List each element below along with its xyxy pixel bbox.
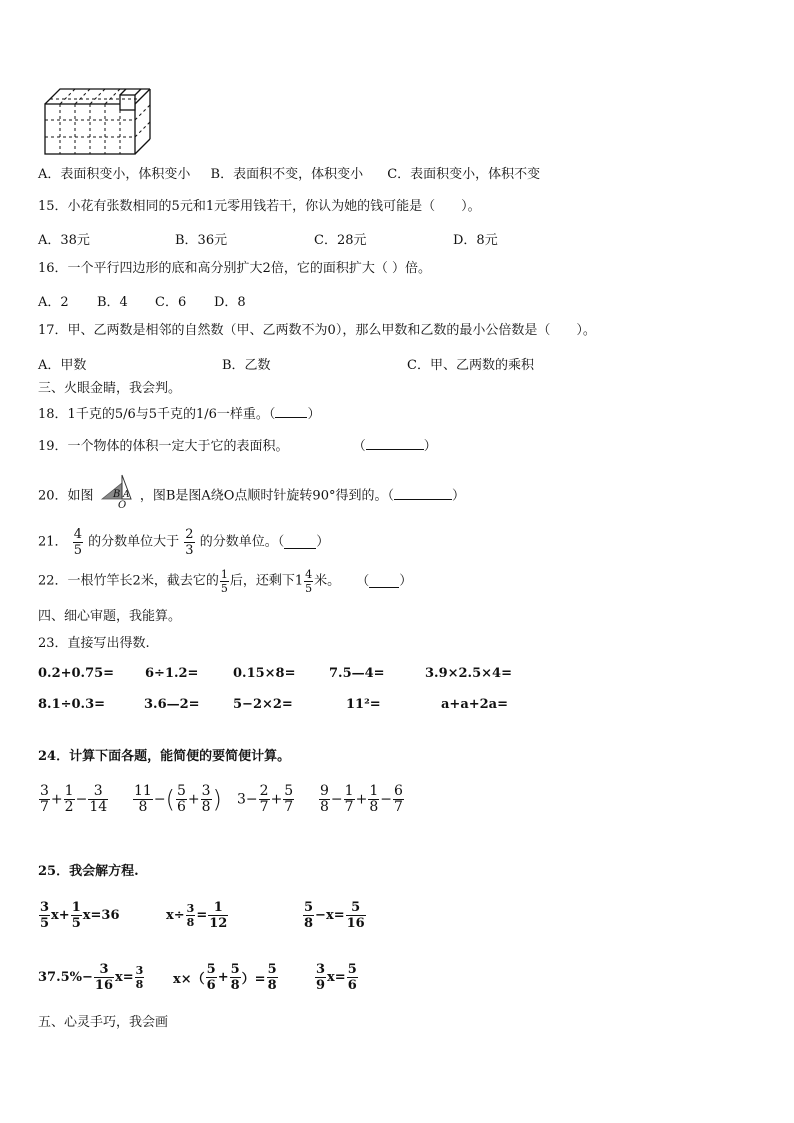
equation-text: x= xyxy=(115,970,134,985)
fraction: $\frac{3}{9}$ xyxy=(316,962,326,993)
q19-text: 19．一个物体的体积一定大于它的表面积。 xyxy=(38,439,289,454)
fraction: $\frac{5}{8}$ xyxy=(267,962,277,993)
q19-close: ） xyxy=(423,439,437,454)
fraction: $\frac{1}{2}$ xyxy=(64,783,74,815)
operator: − xyxy=(75,791,88,808)
q24-title: 24．计算下面各题，能简便的要简便计算。 xyxy=(38,749,291,764)
q25-equation-1 xyxy=(38,900,119,931)
section4-title: 四、细心审题，我能算。 xyxy=(38,609,182,624)
fraction: $\frac{3}{5}$ xyxy=(40,900,50,931)
q19-open: （ xyxy=(352,439,366,454)
fraction: $\frac{1}{7}$ xyxy=(344,783,354,815)
q22-text: 22．一根竹竿长2米，截去它的 xyxy=(38,573,219,589)
q17-option-a[interactable]: A．甲数 xyxy=(38,358,87,373)
q24-expression-3 xyxy=(237,784,295,815)
equation-text: ）= xyxy=(241,972,266,987)
q25-equation-2 xyxy=(166,900,229,931)
q25-equation-3 xyxy=(302,900,367,931)
q22-mid: 后，还剩下 xyxy=(229,573,295,589)
q24-expression-2 xyxy=(132,784,222,815)
q17-option-b[interactable]: B．乙数 xyxy=(222,358,271,373)
q25-equation-5 xyxy=(173,962,279,993)
q15-option-c[interactable]: C．28元 xyxy=(314,233,367,248)
operator: − xyxy=(153,791,166,808)
q23-item: 7.5—4= xyxy=(329,666,385,681)
q20-answer-blank[interactable] xyxy=(394,487,452,500)
q15-option-b[interactable]: B．36元 xyxy=(175,233,228,248)
q24-expression-1 xyxy=(38,784,109,815)
q25-title: 25．我会解方程. xyxy=(38,864,139,879)
fraction: $\frac{1}{12}$ xyxy=(209,900,228,931)
equation-text: x= xyxy=(327,970,346,985)
equation-text: = xyxy=(196,908,208,923)
fraction: $\frac{3}{8}$ xyxy=(201,783,211,815)
figure-label-a: A xyxy=(122,490,130,500)
q14-option-a[interactable]: A．表面积变小，体积变小 xyxy=(38,167,191,182)
q23-item: a+a+2a= xyxy=(441,697,508,712)
fraction: $\frac{1}{5}$ xyxy=(220,568,228,595)
q22-open: （ xyxy=(356,573,370,589)
equation-text: x=36 xyxy=(82,908,120,923)
fraction: $\frac{5}{6}$ xyxy=(347,962,357,993)
rotation-figure xyxy=(100,473,134,509)
q20-line xyxy=(38,483,465,509)
q19-line xyxy=(38,437,437,456)
section3-title: 三、火眼金睛，我会判。 xyxy=(38,381,182,396)
fraction: $\frac{3}{8}$ xyxy=(135,964,144,991)
operator: − xyxy=(380,791,392,808)
operator: + xyxy=(355,791,368,808)
q20-close: ） xyxy=(451,488,465,504)
fraction: $\frac{5}{8}$ xyxy=(304,900,314,931)
q15-option-a[interactable]: A．38元 xyxy=(38,233,90,248)
q21-line xyxy=(38,527,329,558)
fraction: $\frac{4}{5}$ xyxy=(305,568,313,595)
q23-title: 23．直接写出得数. xyxy=(38,636,150,651)
fraction: $\frac{3}{16}$ xyxy=(94,962,114,993)
q21-close: ） xyxy=(316,534,330,550)
q22-answer-blank[interactable] xyxy=(369,575,399,588)
equation-text: −x= xyxy=(315,908,345,923)
q18-close: ） xyxy=(307,407,321,422)
operator: 3− xyxy=(237,791,258,808)
operator: + xyxy=(270,791,283,808)
q23-item: 3.9×2.5×4= xyxy=(425,666,512,681)
fraction: $\frac{2}{3}$ xyxy=(185,527,194,558)
q23-item: 3.6—2= xyxy=(144,697,200,712)
q23-item: 8.1÷0.3= xyxy=(38,697,106,712)
fraction: $\frac{5}{8}$ xyxy=(230,962,240,993)
q14-option-c[interactable]: C．表面积变小，体积不变 xyxy=(387,167,541,182)
q14-option-b[interactable]: B．表面积不变，体积变小 xyxy=(210,167,364,182)
operator: + xyxy=(217,970,229,985)
fraction: $\frac{11}{8}$ xyxy=(134,783,152,815)
q23-item: 0.2+0.75= xyxy=(38,666,115,681)
fraction: $\frac{1}{5}$ xyxy=(71,900,81,931)
fraction: $\frac{5}{6}$ xyxy=(176,783,186,815)
figure-label-o: O xyxy=(117,500,126,509)
section5-title: 五、心灵手巧，我会画 xyxy=(38,1015,169,1030)
fraction: $\frac{3}{8}$ xyxy=(186,902,195,929)
q21-num: 21． xyxy=(38,534,68,550)
mixed-number-int: 1 xyxy=(294,573,304,589)
fraction: $\frac{3}{7}$ xyxy=(40,783,49,815)
operator: + xyxy=(50,791,63,808)
q21-answer-blank[interactable] xyxy=(284,536,316,549)
q16-option-a[interactable]: A．2 xyxy=(38,295,69,310)
fraction: $\frac{5}{16}$ xyxy=(346,900,365,931)
equation-text: x×（ xyxy=(173,972,205,987)
operator: + xyxy=(187,791,200,808)
operator: − xyxy=(330,791,343,808)
fraction: $\frac{9}{8}$ xyxy=(320,783,329,815)
q22-close: ） xyxy=(399,573,413,589)
fraction: $\frac{1}{8}$ xyxy=(369,783,379,815)
q24-expression-4 xyxy=(318,784,405,815)
q15-text: 15．小花有张数相同的5元和1元零用钱若干，你认为她的钱可能是（ ）。 xyxy=(38,199,481,214)
q14-options xyxy=(38,166,540,184)
q23-item: 0.15×8= xyxy=(233,666,296,681)
cuboid-figure xyxy=(38,82,158,158)
q18-line xyxy=(38,405,320,424)
fraction: $\frac{4}{5}$ xyxy=(73,527,82,558)
q15-option-d[interactable]: D．8元 xyxy=(453,233,498,248)
q22-tail: 米。 xyxy=(314,573,341,589)
equation-text: x÷ xyxy=(166,908,185,923)
fraction: $\frac{3}{14}$ xyxy=(89,783,108,815)
equation-text: 37.5%− xyxy=(38,970,93,985)
left-paren: ( xyxy=(165,785,175,814)
q17-text: 17．甲、乙两数是相邻的自然数（甲、乙两数不为0），那么甲数和乙数的最小公倍数是（ ）。 xyxy=(38,323,596,338)
q22-line xyxy=(38,568,412,595)
q25-equation-4 xyxy=(38,962,145,993)
fraction: $\frac{5}{7}$ xyxy=(284,783,294,815)
q21-tail: 的分数单位。（ xyxy=(199,534,285,550)
q25-equation-6 xyxy=(314,962,359,993)
q23-item: 5−2×2= xyxy=(233,697,293,712)
q16-text: 16．一个平行四边形的底和高分别扩大2倍，它的面积扩大（ ）倍。 xyxy=(38,261,431,276)
right-paren: ) xyxy=(212,785,222,814)
q20-prefix: 20．如图 xyxy=(38,488,94,504)
q16-option-c[interactable]: C．6 xyxy=(155,295,187,310)
q23-item: 6÷1.2= xyxy=(145,666,199,681)
q21-mid: 的分数单位大于 xyxy=(88,534,180,550)
fraction: $\frac{6}{7}$ xyxy=(393,783,403,815)
figure-label-b: B xyxy=(112,489,121,500)
q16-option-b[interactable]: B．4 xyxy=(97,295,128,310)
q19-answer-blank[interactable] xyxy=(366,437,424,450)
q16-option-d[interactable]: D．8 xyxy=(214,295,246,310)
q23-item: 11²= xyxy=(346,697,381,712)
equation-text: x+ xyxy=(51,908,70,923)
fraction: $\frac{2}{7}$ xyxy=(259,783,269,815)
q18-answer-blank[interactable] xyxy=(275,405,307,418)
q20-suffix: ，图B是图A绕O点顺时针旋转90°得到的。（ xyxy=(139,488,394,504)
q18-text: 18．1千克的5/6与5千克的1/6一样重。（ xyxy=(38,407,276,422)
q17-option-c[interactable]: C．甲、乙两数的乘积 xyxy=(407,358,534,373)
fraction: $\frac{5}{6}$ xyxy=(206,962,216,993)
